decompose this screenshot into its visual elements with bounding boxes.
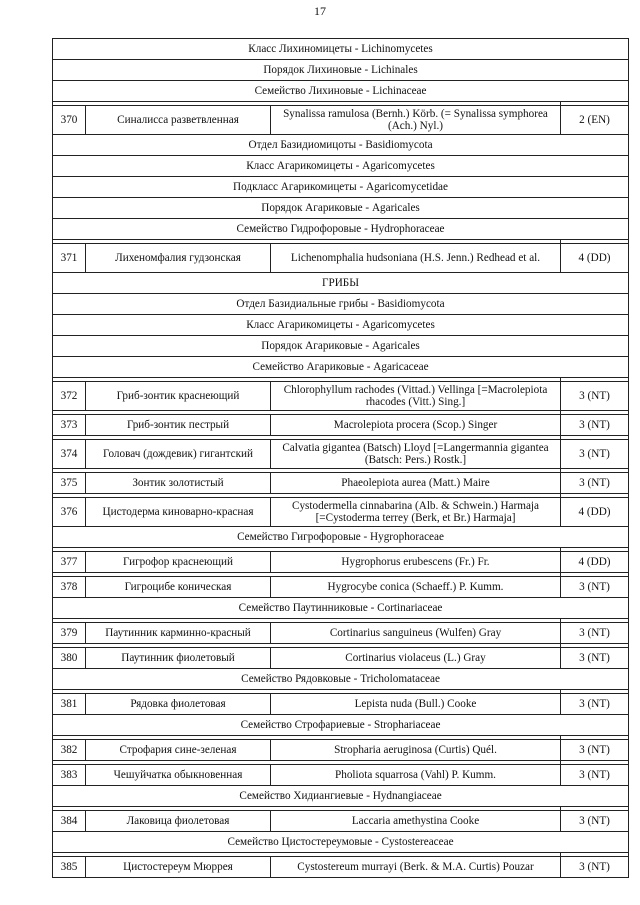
species-russian-name: Лихеномфалия гудзонская bbox=[86, 244, 271, 273]
table-row bbox=[53, 552, 629, 573]
species-latin-name: Pholiota squarrosa (Vahl) P. Kumm. bbox=[271, 765, 561, 786]
species-russian-name: Цистостереум Мюррея bbox=[86, 857, 271, 878]
table-row bbox=[53, 694, 629, 715]
taxon-heading-row bbox=[53, 219, 629, 240]
taxon-heading-row bbox=[53, 598, 629, 619]
species-latin-name: Macrolepiota procera (Scop.) Singer bbox=[271, 415, 561, 436]
species-status: 3 (NT) bbox=[561, 623, 629, 644]
taxon-heading: Порядок Агариковые - Agaricales bbox=[53, 198, 629, 219]
species-number: 380 bbox=[53, 648, 86, 669]
taxon-heading: Семейство Гидрофоровые - Hydrophoraceae bbox=[53, 219, 629, 240]
table-row bbox=[53, 415, 629, 436]
taxon-heading: Семейство Агариковые - Agaricaceae bbox=[53, 357, 629, 378]
species-status: 3 (NT) bbox=[561, 740, 629, 761]
taxon-heading-row bbox=[53, 81, 629, 102]
species-russian-name: Гигроцибе коническая bbox=[86, 577, 271, 598]
species-status: 3 (NT) bbox=[561, 577, 629, 598]
species-number: 385 bbox=[53, 857, 86, 878]
species-table bbox=[52, 38, 629, 878]
species-russian-name: Строфария сине-зеленая bbox=[86, 740, 271, 761]
species-status: 3 (NT) bbox=[561, 382, 629, 411]
species-status: 3 (NT) bbox=[561, 473, 629, 494]
species-russian-name: Синалисса разветвленная bbox=[86, 106, 271, 135]
taxon-heading: Семейство Цистостереумовые - Cystostereaceae bbox=[53, 832, 629, 853]
taxon-heading: Класс Агарикомицеты - Agaricomycetes bbox=[53, 315, 629, 336]
taxon-heading-row bbox=[53, 786, 629, 807]
species-latin-name: Synalissa ramulosa (Bernh.) Körb. (= Synalissa symphorea (Ach.) Nyl.) bbox=[271, 106, 561, 135]
species-status: 3 (NT) bbox=[561, 648, 629, 669]
species-latin-name: Cystostereum murrayi (Berk. & M.A. Curtis) Pouzar bbox=[271, 857, 561, 878]
table-row bbox=[53, 857, 629, 878]
species-number: 376 bbox=[53, 498, 86, 527]
species-russian-name: Головач (дождевик) гигантский bbox=[86, 440, 271, 469]
species-latin-name: Phaeolepiota aurea (Matt.) Maire bbox=[271, 473, 561, 494]
species-number: 370 bbox=[53, 106, 86, 135]
species-number: 379 bbox=[53, 623, 86, 644]
species-number: 381 bbox=[53, 694, 86, 715]
species-status: 3 (NT) bbox=[561, 415, 629, 436]
species-latin-name: Cortinarius violaceus (L.) Gray bbox=[271, 648, 561, 669]
taxon-heading: Семейство Лихиновые - Lichinaceae bbox=[53, 81, 629, 102]
taxon-heading: Класс Лихиномицеты - Lichinomycetes bbox=[53, 39, 629, 60]
species-russian-name: Чешуйчатка обыкновенная bbox=[86, 765, 271, 786]
species-status: 3 (NT) bbox=[561, 765, 629, 786]
species-latin-name: Lichenomphalia hudsoniana (H.S. Jenn.) Redhead et al. bbox=[271, 244, 561, 273]
species-latin-name: Hygrophorus erubescens (Fr.) Fr. bbox=[271, 552, 561, 573]
taxon-heading-row bbox=[53, 39, 629, 60]
taxon-heading-row bbox=[53, 715, 629, 736]
taxon-heading-row bbox=[53, 135, 629, 156]
species-latin-name: Stropharia aeruginosa (Curtis) Quél. bbox=[271, 740, 561, 761]
species-latin-name: Calvatia gigantea (Batsch) Lloyd [=Langermannia gigantea (Batsch: Pers.) Rostk.] bbox=[271, 440, 561, 469]
species-status: 4 (DD) bbox=[561, 552, 629, 573]
table-row bbox=[53, 473, 629, 494]
taxon-heading: ГРИБЫ bbox=[53, 273, 629, 294]
taxon-heading-row bbox=[53, 336, 629, 357]
species-russian-name: Гриб-зонтик пестрый bbox=[86, 415, 271, 436]
taxon-heading: Семейство Строфариевые - Strophariaceae bbox=[53, 715, 629, 736]
taxon-heading-row bbox=[53, 527, 629, 548]
table-row bbox=[53, 244, 629, 273]
taxon-heading: Класс Агарикомицеты - Agaricomycetes bbox=[53, 156, 629, 177]
species-status: 4 (DD) bbox=[561, 244, 629, 273]
species-number: 378 bbox=[53, 577, 86, 598]
species-number: 383 bbox=[53, 765, 86, 786]
species-status: 2 (EN) bbox=[561, 106, 629, 135]
species-latin-name: Hygrocybe conica (Schaeff.) P. Kumm. bbox=[271, 577, 561, 598]
taxon-heading-row bbox=[53, 177, 629, 198]
species-number: 384 bbox=[53, 811, 86, 832]
table-row bbox=[53, 106, 629, 135]
species-number: 371 bbox=[53, 244, 86, 273]
taxon-heading: Порядок Агариковые - Agaricales bbox=[53, 336, 629, 357]
species-latin-name: Cystodermella cinnabarina (Alb. & Schwein.) Harmaja [=Cystoderma terrey (Berk, et Br.) Harmaja] bbox=[271, 498, 561, 527]
taxon-heading-row bbox=[53, 357, 629, 378]
species-number: 374 bbox=[53, 440, 86, 469]
species-russian-name: Паутинник карминно-красный bbox=[86, 623, 271, 644]
species-russian-name: Гигрофор краснеющий bbox=[86, 552, 271, 573]
table-row bbox=[53, 440, 629, 469]
taxon-heading: Семейство Гигрофоровые - Hygrophoraceae bbox=[53, 527, 629, 548]
table-row bbox=[53, 648, 629, 669]
species-status: 3 (NT) bbox=[561, 811, 629, 832]
species-status: 3 (NT) bbox=[561, 440, 629, 469]
taxon-heading-row bbox=[53, 198, 629, 219]
species-number: 375 bbox=[53, 473, 86, 494]
species-number: 372 bbox=[53, 382, 86, 411]
species-status: 3 (NT) bbox=[561, 857, 629, 878]
taxon-heading: Семейство Хидиангиевые - Hydnangiaceae bbox=[53, 786, 629, 807]
table-row bbox=[53, 740, 629, 761]
species-russian-name: Гриб-зонтик краснеющий bbox=[86, 382, 271, 411]
table-row bbox=[53, 623, 629, 644]
taxon-heading: Отдел Базидиомицоты - Basidiomycota bbox=[53, 135, 629, 156]
species-latin-name: Chlorophyllum rachodes (Vittad.) Vellinga [=Macrolepiota rhacodes (Vitt.) Sing.] bbox=[271, 382, 561, 411]
species-status: 3 (NT) bbox=[561, 694, 629, 715]
table-row bbox=[53, 765, 629, 786]
species-status: 4 (DD) bbox=[561, 498, 629, 527]
table-row bbox=[53, 382, 629, 411]
taxon-heading-row bbox=[53, 156, 629, 177]
table-row bbox=[53, 811, 629, 832]
taxon-heading-row bbox=[53, 832, 629, 853]
species-russian-name: Зонтик золотистый bbox=[86, 473, 271, 494]
taxon-heading-row bbox=[53, 294, 629, 315]
species-russian-name: Лаковица фиолетовая bbox=[86, 811, 271, 832]
species-number: 382 bbox=[53, 740, 86, 761]
page-number: 17 bbox=[314, 4, 326, 18]
taxon-heading-row bbox=[53, 273, 629, 294]
species-russian-name: Цистодерма киноварно-красная bbox=[86, 498, 271, 527]
species-number: 373 bbox=[53, 415, 86, 436]
table-row bbox=[53, 577, 629, 598]
taxon-heading: Отдел Базидиальные грибы - Basidiomycota bbox=[53, 294, 629, 315]
species-russian-name: Рядовка фиолетовая bbox=[86, 694, 271, 715]
taxon-heading-row bbox=[53, 315, 629, 336]
taxon-heading: Подкласс Агарикомицеты - Agaricomycetidae bbox=[53, 177, 629, 198]
species-latin-name: Lepista nuda (Bull.) Cooke bbox=[271, 694, 561, 715]
species-latin-name: Cortinarius sanguineus (Wulfen) Gray bbox=[271, 623, 561, 644]
species-number: 377 bbox=[53, 552, 86, 573]
taxon-heading-row bbox=[53, 60, 629, 81]
species-russian-name: Паутинник фиолетовый bbox=[86, 648, 271, 669]
taxon-heading: Семейство Рядовковые - Tricholomataceae bbox=[53, 669, 629, 690]
species-table-body bbox=[53, 39, 629, 878]
taxon-heading-row bbox=[53, 669, 629, 690]
table-row bbox=[53, 498, 629, 527]
species-latin-name: Laccaria amethystina Cooke bbox=[271, 811, 561, 832]
taxon-heading: Семейство Паутинниковые - Cortinariaceae bbox=[53, 598, 629, 619]
taxon-heading: Порядок Лихиновые - Lichinales bbox=[53, 60, 629, 81]
